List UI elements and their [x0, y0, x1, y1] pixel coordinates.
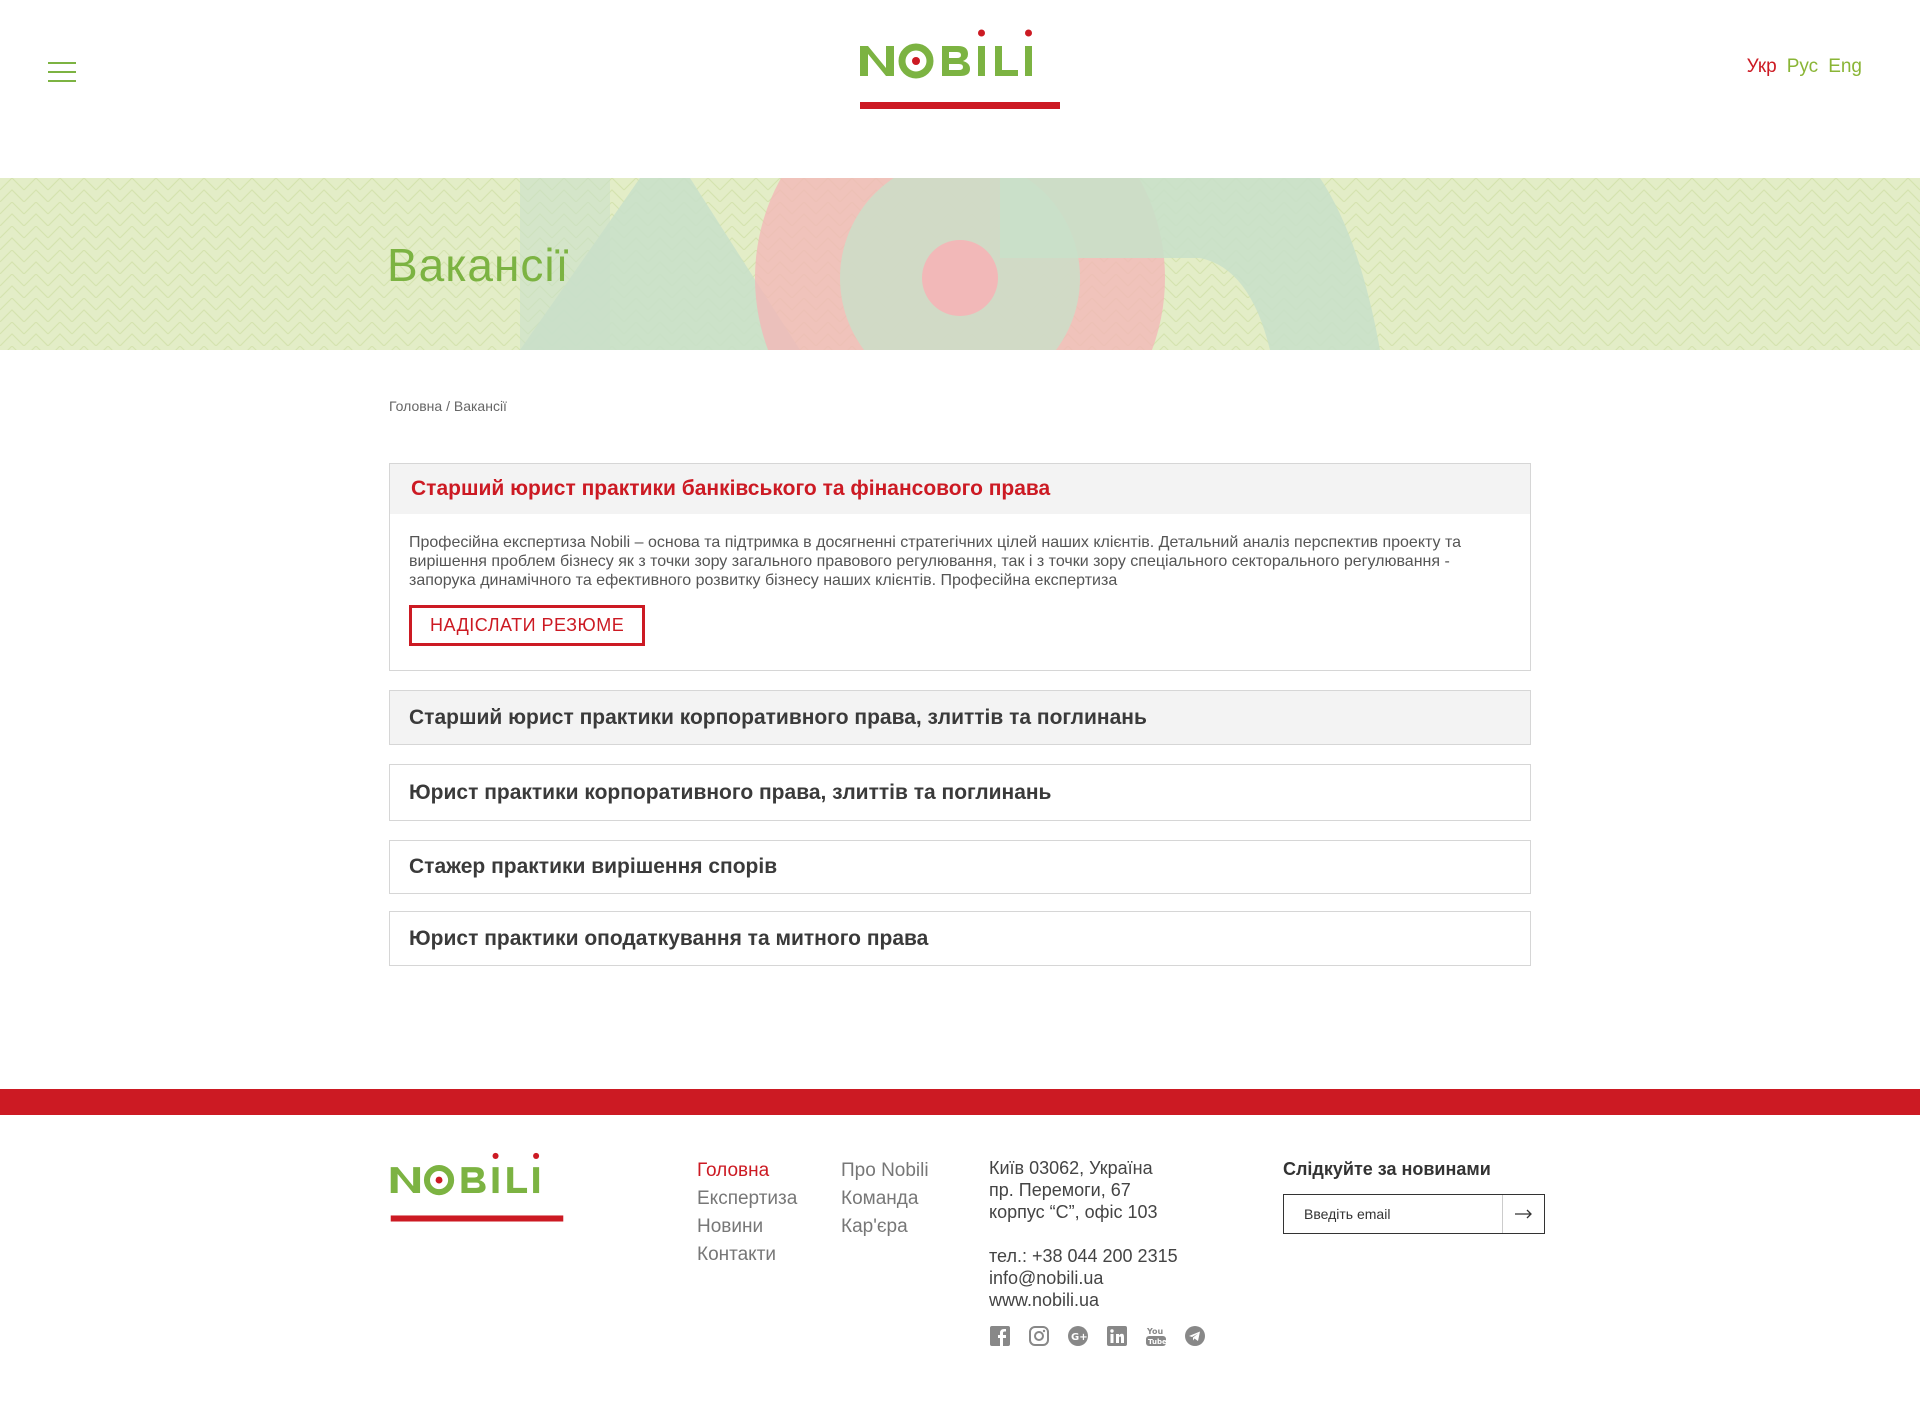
- language-switcher: [1747, 56, 1862, 78]
- vacancy-item: [389, 463, 1531, 671]
- footer-nav-secondary: [841, 1157, 929, 1241]
- footer-nav-primary: [697, 1157, 797, 1269]
- breadcrumb: [389, 398, 507, 414]
- vacancy-item: [389, 764, 1531, 821]
- website-link[interactable]: www.nobili.ua: [989, 1290, 1100, 1310]
- vacancy-item: [389, 911, 1531, 966]
- vacancy-title[interactable]: Стажер практики вирішення спорів: [409, 855, 778, 878]
- vacancy-title[interactable]: Юрист практики корпоративного права, злиттів та поглинань: [409, 780, 1052, 804]
- social-links: [989, 1325, 1206, 1347]
- svg-text:You: You: [1147, 1327, 1164, 1336]
- footer-link-about[interactable]: Про Nobili: [841, 1160, 929, 1181]
- footer-link-home[interactable]: Головна: [697, 1160, 770, 1181]
- phone[interactable]: тел.: +38 044 200 2315: [989, 1246, 1178, 1266]
- email-input[interactable]: [1284, 1195, 1502, 1233]
- vacancy-item: [389, 690, 1531, 745]
- vacancy-description: Професійна експертиза Nobili – основа та підтримка в досягненні стратегічних цілей наших клієнтів. Детальний аналіз перспектив проекту та вирішення проблем бізнесу як з точки зору загального правового регулювання, так і з точки зору спеціального секторального регулювання - запорука динамічного та ефективного розвитку бізнесу наших клієнтів. Професійна експертиза: [409, 534, 1461, 589]
- footer-contacts: [989, 1157, 1178, 1311]
- breadcrumb-separator: /: [442, 398, 454, 414]
- facebook-icon[interactable]: [989, 1325, 1011, 1347]
- address-line: пр. Перемоги, 67: [989, 1180, 1131, 1200]
- subscribe-form: [1283, 1194, 1545, 1234]
- page-banner: [0, 178, 1920, 350]
- footer-link-team[interactable]: Команда: [841, 1188, 919, 1209]
- footer-link-news[interactable]: Новини: [697, 1216, 764, 1237]
- hamburger-icon[interactable]: [48, 62, 76, 82]
- lang-rus[interactable]: Рус: [1786, 56, 1819, 77]
- youtube-icon[interactable]: [1145, 1325, 1167, 1347]
- breadcrumb-home[interactable]: Головна: [389, 398, 443, 414]
- vacancy-item: [389, 840, 1531, 894]
- footer-red-bar: [0, 1089, 1920, 1115]
- page-title: Вакансії: [387, 239, 570, 291]
- nobili-logo[interactable]: [858, 28, 1062, 110]
- vacancies-accordion: [389, 463, 1531, 985]
- breadcrumb-current: Вакансії: [453, 398, 507, 414]
- address-line: Київ 03062, Україна: [989, 1158, 1153, 1178]
- site-footer: [0, 1115, 1920, 1414]
- svg-text:G+: G+: [1071, 1332, 1088, 1343]
- footer-link-contacts[interactable]: Контакти: [697, 1244, 777, 1265]
- instagram-icon[interactable]: [1028, 1325, 1050, 1347]
- nobili-logo[interactable]: [389, 1151, 565, 1223]
- site-header: [0, 0, 1920, 178]
- arrow-right-icon[interactable]: [1502, 1195, 1544, 1233]
- footer-link-career[interactable]: Кар'єра: [841, 1216, 908, 1237]
- banner-decoration: [0, 178, 1920, 350]
- vacancy-title[interactable]: Старший юрист практики банківського та фінансового права: [390, 464, 1530, 514]
- vacancy-title[interactable]: Юрист практики оподаткування та митного права: [409, 926, 929, 950]
- google-plus-icon[interactable]: [1067, 1325, 1089, 1347]
- vacancy-body: [390, 514, 1530, 670]
- lang-eng[interactable]: Eng: [1828, 56, 1862, 77]
- send-resume-button[interactable]: НАДІСЛАТИ РЕЗЮМЕ: [409, 605, 645, 646]
- vacancy-title[interactable]: Старший юрист практики корпоративного права, злиттів та поглинань: [390, 691, 1530, 744]
- svg-text:Tube: Tube: [1148, 1338, 1167, 1346]
- address-line: корпус “С”, офіс 103: [989, 1202, 1158, 1222]
- footer-link-expertise[interactable]: Експертиза: [697, 1188, 798, 1209]
- telegram-icon[interactable]: [1184, 1325, 1206, 1347]
- subscribe-title: Слідкуйте за новинами: [1283, 1159, 1491, 1179]
- lang-ukr[interactable]: Укр: [1746, 56, 1777, 77]
- email-link[interactable]: info@nobili.ua: [989, 1268, 1104, 1288]
- linkedin-icon[interactable]: [1106, 1325, 1128, 1347]
